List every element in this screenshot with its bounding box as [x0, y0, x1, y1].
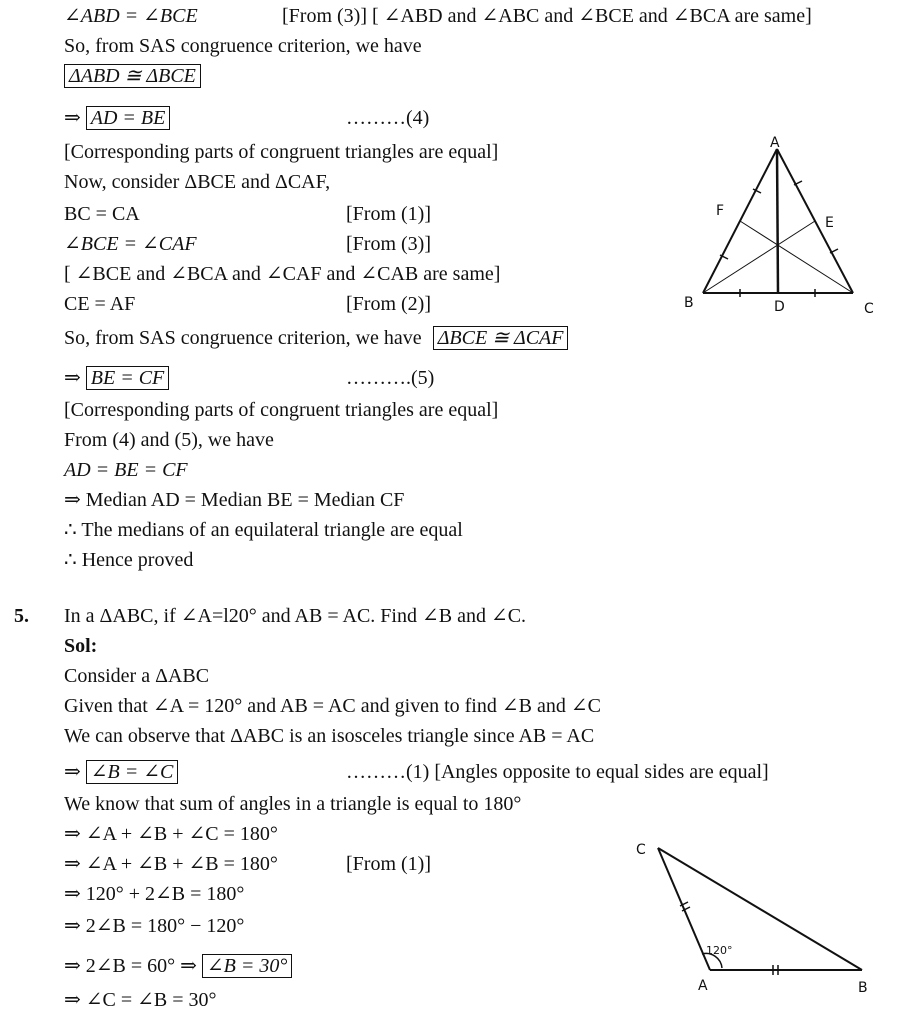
text-line: AD = BE = CF	[64, 459, 188, 481]
text-line: So, from SAS congruence criterion, we have	[64, 35, 422, 57]
boxed-result: ∠B = 30°	[202, 954, 292, 978]
question-number: 5.	[14, 605, 29, 627]
text-line: ⇒ 120° + 2∠B = 180°	[64, 883, 245, 905]
point-label-d: D	[774, 299, 785, 315]
text-line: ⇒ Median AD = Median BE = Median CF	[64, 489, 405, 511]
point-label-e: E	[825, 215, 834, 231]
text-line: ∠ABD = ∠BCE	[64, 5, 198, 27]
text-line: So, from SAS congruence criterion, we have	[64, 327, 422, 349]
text-line: [From (1)]	[346, 203, 431, 225]
text-line: ⇒ 2∠B = 60° ⇒	[64, 955, 197, 977]
text-line: [Corresponding parts of congruent triangles are equal]	[64, 399, 499, 421]
text-line: ∠BCE = ∠CAF	[64, 233, 197, 255]
implies-symbol: ⇒	[64, 367, 81, 389]
text-line: We know that sum of angles in a triangle is equal to 180°	[64, 793, 522, 815]
point-label-f: F	[716, 203, 725, 219]
equation-ref: ……….(5)	[346, 367, 435, 389]
equilateral-triangle-figure	[670, 135, 900, 320]
triangle-sides	[658, 848, 862, 970]
implies-symbol: ⇒	[64, 761, 81, 783]
equation-ref: ………(1) [Angles opposite to equal sides are equal]	[346, 761, 769, 783]
text-line: From (4) and (5), we have	[64, 429, 274, 451]
boxed-result: ΔABD ≅ ΔBCE	[64, 64, 201, 88]
text-line: [From (3)] [ ∠ABD and ∠ABC and ∠BCE and ∠BCA are same]	[282, 5, 812, 27]
boxed-result: ΔBCE ≅ ΔCAF	[433, 326, 569, 350]
text-line: We can observe that ΔABC is an isosceles triangle since AB = AC	[64, 725, 595, 747]
text-line: ∴ The medians of an equilateral triangle are equal	[64, 519, 463, 541]
text-line: [From (1)]	[346, 853, 431, 875]
text-line: ∴ Hence proved	[64, 549, 194, 571]
vertex-label-b: B	[858, 980, 868, 996]
isosceles-triangle-figure	[630, 830, 880, 1005]
text-line: ⇒ ∠A + ∠B + ∠B = 180°	[64, 853, 278, 875]
solution-heading: Sol:	[64, 635, 98, 657]
text-line: [ ∠BCE and ∠BCA and ∠CAF and ∠CAB are same]	[64, 263, 501, 285]
boxed-result: BE = CF	[86, 366, 170, 390]
text-line: [From (3)]	[346, 233, 431, 255]
vertex-label-c: C	[864, 301, 874, 317]
text-line: Now, consider ΔBCE and ΔCAF,	[64, 171, 331, 193]
text-line: ⇒ ∠A + ∠B + ∠C = 180°	[64, 823, 278, 845]
angle-label: 120°	[706, 944, 733, 957]
vertex-label-a: A	[698, 978, 708, 994]
boxed-result: AD = BE	[86, 106, 171, 130]
text-line: [From (2)]	[346, 293, 431, 315]
text-line: Consider a ΔABC	[64, 665, 210, 687]
text-line: ⇒ 2∠B = 180° − 120°	[64, 915, 245, 937]
tick-marks	[680, 902, 778, 975]
text-line: BC = CA	[64, 203, 140, 225]
boxed-result: ∠B = ∠C	[86, 760, 179, 784]
text-line: Given that ∠A = 120° and AB = AC and given to find ∠B and ∠C	[64, 695, 601, 717]
question-text: In a ΔABC, if ∠A=l20° and AB = AC. Find ∠B and ∠C.	[64, 605, 527, 627]
text-line: [Corresponding parts of congruent triangles are equal]	[64, 141, 499, 163]
equation-ref: ………(4)	[346, 107, 430, 129]
vertex-label-b: B	[684, 295, 694, 311]
vertex-label-a: A	[770, 135, 780, 151]
text-line: CE = AF	[64, 293, 136, 315]
text-line: ⇒ ∠C = ∠B = 30°	[64, 989, 217, 1011]
vertex-label-c: C	[636, 842, 646, 858]
implies-symbol: ⇒	[64, 107, 81, 129]
